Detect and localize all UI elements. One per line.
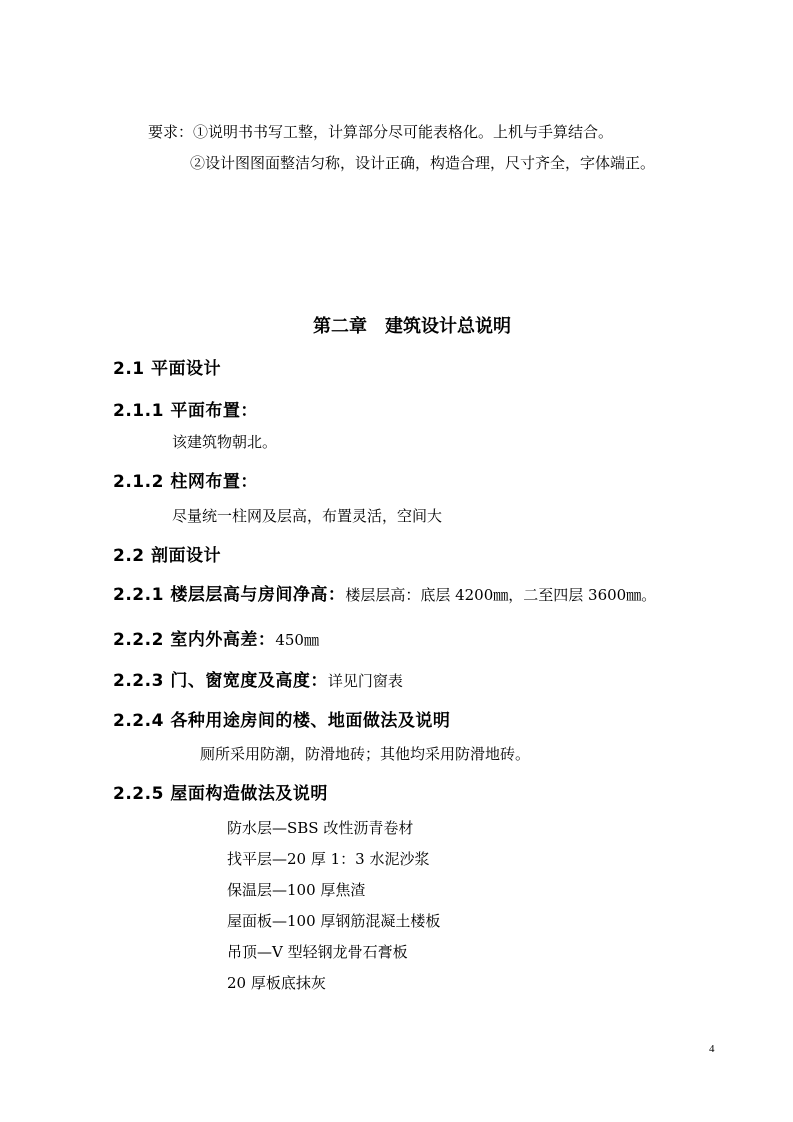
section-2-2-4-heading: 2.2.4 各种用途房间的楼、地面做法及说明 bbox=[113, 711, 451, 731]
requirements-line-1: 要求：①说明书书写工整，计算部分尽可能表格化。上机与手算结合。 bbox=[148, 123, 614, 141]
section-2-2-2-body: 450㎜ bbox=[275, 631, 319, 649]
section-2-2-2-heading: 2.2.2 室内外高差： bbox=[113, 630, 276, 650]
roof-layer-5: 吊顶—V 型轻钢龙骨石膏板 bbox=[227, 943, 408, 961]
section-2-1-heading: 2.1 平面设计 bbox=[113, 359, 222, 379]
roof-layer-2: 找平层—20 厚 1：3 水泥沙浆 bbox=[227, 850, 430, 868]
section-2-2-2-line bbox=[113, 625, 319, 650]
page-number: 4 bbox=[709, 1043, 715, 1055]
section-2-2-1-body: 楼层层高：底层 4200㎜，二至四层 3600㎜。 bbox=[345, 586, 657, 604]
chapter-title: 第二章 建筑设计总说明 bbox=[313, 316, 511, 337]
section-2-1-2-body: 尽量统一柱网及层高，布置灵活，空间大 bbox=[172, 507, 443, 525]
section-2-2-3-line bbox=[113, 666, 403, 691]
section-2-2-5-heading: 2.2.5 屋面构造做法及说明 bbox=[113, 784, 328, 804]
section-2-2-1-heading: 2.2.1 楼层层高与房间净高： bbox=[113, 585, 346, 605]
roof-layer-3: 保温层—100 厚焦渣 bbox=[227, 881, 366, 899]
section-2-1-2-heading: 2.1.2 柱网布置： bbox=[113, 472, 258, 492]
roof-layer-4: 屋面板—100 厚钢筋混凝土楼板 bbox=[227, 912, 441, 930]
section-2-1-1-body: 该建筑物朝北。 bbox=[172, 433, 278, 451]
requirements-line-2: ②设计图图面整洁匀称，设计正确，构造合理，尺寸齐全，字体端正。 bbox=[190, 154, 656, 172]
section-2-2-heading: 2.2 剖面设计 bbox=[113, 546, 222, 566]
roof-layer-6: 20 厚板底抹灰 bbox=[227, 974, 326, 992]
section-2-1-1-heading: 2.1.1 平面布置： bbox=[113, 401, 258, 421]
roof-layer-1: 防水层—SBS 改性沥青卷材 bbox=[227, 819, 414, 837]
section-2-2-4-body: 厕所采用防潮，防滑地砖；其他均采用防滑地砖。 bbox=[200, 745, 531, 763]
section-2-2-3-body: 详见门窗表 bbox=[327, 672, 403, 690]
section-2-2-3-heading: 2.2.3 门、窗宽度及高度： bbox=[113, 671, 328, 691]
section-2-2-1-line bbox=[113, 580, 656, 605]
